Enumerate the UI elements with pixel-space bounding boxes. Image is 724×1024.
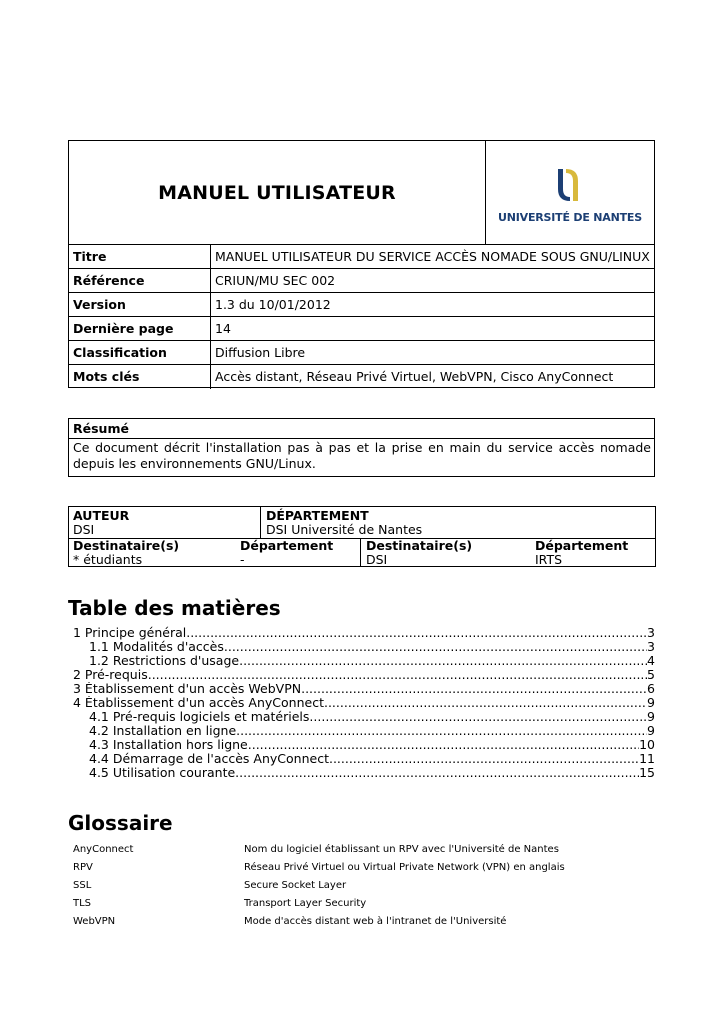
university-logo: [486, 141, 654, 245]
glossary-definition: Secure Socket Layer: [244, 880, 347, 891]
toc-entry-page: 11: [639, 752, 655, 766]
departement-col-value: IRTS: [535, 552, 563, 567]
toc-leader: [324, 696, 647, 710]
toc-entry-title: 1.2 Restrictions d'usage: [89, 654, 240, 668]
departement-value: DSI Université de Nantes: [266, 522, 423, 537]
glossary-term: WebVPN: [73, 916, 116, 927]
toc-entry-title: 1.1 Modalités d'accès: [89, 640, 224, 654]
meta-label: Mots clés: [69, 365, 211, 389]
title-cell: [69, 141, 486, 245]
toc-entry-page: 3: [647, 626, 655, 640]
resume-text: Ce document décrit l'installation pas à pas et la prise en main du service accès nomade depuis les environnements GNU/Linux.: [73, 440, 651, 471]
toc-entry[interactable]: [89, 654, 655, 668]
toc-entry[interactable]: [73, 696, 655, 710]
toc-entry-page: 15: [639, 766, 655, 780]
toc-entry-page: 9: [647, 724, 655, 738]
auteur-label: AUTEUR: [73, 508, 130, 523]
toc-leader: [301, 682, 647, 696]
meta-value: Diffusion Libre: [215, 345, 306, 360]
meta-label: Classification: [69, 341, 211, 364]
toc-entry-title: 4.5 Utilisation courante: [89, 766, 236, 780]
meta-row-titre: [69, 245, 654, 269]
resume-title: Résumé: [69, 419, 654, 439]
toc-entry-title: 4.3 Installation hors ligne: [89, 738, 248, 752]
toc-entry[interactable]: [73, 668, 655, 682]
toc-entry-page: 3: [647, 640, 655, 654]
departement-col-value: -: [240, 552, 245, 567]
meta-label: Référence: [69, 269, 211, 292]
meta-row-version: [69, 293, 654, 317]
toc-heading: Table des matières: [68, 596, 281, 620]
toc-entry-page: 6: [647, 682, 655, 696]
meta-value: Accès distant, Réseau Privé Virtuel, WebVPN, Cisco AnyConnect: [215, 369, 614, 384]
auteur-value: DSI: [73, 522, 95, 537]
document-title: MANUEL UTILISATEUR: [158, 181, 396, 204]
toc-entry[interactable]: [89, 710, 655, 724]
toc-entry-title: 1 Principe général: [73, 626, 187, 640]
toc-entry-title: 4.2 Installation en ligne: [89, 724, 237, 738]
toc-entry[interactable]: [89, 724, 655, 738]
meta-row-classification: [69, 341, 654, 365]
meta-label: Version: [69, 293, 211, 316]
meta-label: Dernière page: [69, 317, 211, 340]
toc-leader: [239, 654, 647, 668]
destinataires-value: DSI: [366, 552, 388, 567]
toc-entry-title: 3 Établissement d'un accès WebVPN: [73, 682, 302, 696]
toc-entry-title: 4 Établissement d'un accès AnyConnect: [73, 696, 324, 710]
glossary-definition: Transport Layer Security: [244, 898, 367, 909]
university-logo-icon: [534, 167, 606, 207]
toc-entry[interactable]: [89, 752, 655, 766]
toc-entry[interactable]: [73, 682, 655, 696]
toc-leader: [224, 640, 647, 654]
glossary-definition: Nom du logiciel établissant un RPV avec l'Université de Nantes: [244, 844, 559, 855]
destinataires-value: * étudiants: [73, 552, 143, 567]
meta-label: Titre: [69, 245, 211, 268]
meta-row-reference: [69, 269, 654, 293]
meta-value: CRIUN/MU SEC 002: [215, 273, 336, 288]
toc-entry-page: 9: [647, 696, 655, 710]
toc-leader: [248, 738, 639, 752]
toc-entry-title: 4.4 Démarrage de l'accès AnyConnect: [89, 752, 329, 766]
glossary-term: TLS: [73, 898, 92, 909]
meta-value: 14: [215, 321, 231, 336]
toc-entry-page: 9: [647, 710, 655, 724]
resume-box: [68, 418, 655, 477]
destinataires-label: Destinataire(s): [73, 538, 180, 553]
toc-leader: [236, 724, 647, 738]
glossary-term: SSL: [73, 880, 92, 891]
toc-entry-page: 10: [639, 738, 655, 752]
divider: [360, 538, 361, 566]
meta-value: MANUEL UTILISATEUR DU SERVICE ACCÈS NOMADE SOUS GNU/LINUX: [215, 249, 650, 264]
toc-entry[interactable]: [73, 626, 655, 640]
toc-entry-page: 5: [647, 668, 655, 682]
destinataires-label: Destinataire(s): [366, 538, 473, 553]
glossary-term: RPV: [73, 862, 93, 873]
glossary-definition: Réseau Privé Virtuel ou Virtual Private Network (VPN) en anglais: [244, 862, 565, 873]
toc-entry[interactable]: [89, 738, 655, 752]
toc-entry[interactable]: [89, 766, 655, 780]
divider: [260, 507, 261, 538]
toc-entry-title: 2 Pré-requis: [73, 668, 148, 682]
toc-leader: [309, 710, 647, 724]
departement-label: DÉPARTEMENT: [266, 508, 369, 523]
toc-entry[interactable]: [89, 640, 655, 654]
departement-col-label: Département: [535, 538, 629, 553]
departement-col-label: Département: [240, 538, 334, 553]
toc-leader: [148, 668, 647, 682]
toc-leader: [329, 752, 639, 766]
glossary-term: AnyConnect: [73, 844, 134, 855]
document-header: [68, 140, 655, 388]
meta-row-mots-cles: [69, 365, 654, 389]
glossary-definition: Mode d'accès distant web à l'intranet de l'Université: [244, 916, 507, 927]
meta-row-derniere-page: [69, 317, 654, 341]
glossary-heading: Glossaire: [68, 811, 173, 835]
meta-value: 1.3 du 10/01/2012: [215, 297, 331, 312]
toc-leader: [186, 626, 647, 640]
toc-leader: [235, 766, 639, 780]
logo-text: UNIVERSITÉ DE NANTES: [498, 211, 642, 224]
authors-table: [68, 506, 656, 567]
toc-entry-page: 4: [647, 654, 655, 668]
toc-entry-title: 4.1 Pré-requis logiciels et matériels: [89, 710, 310, 724]
